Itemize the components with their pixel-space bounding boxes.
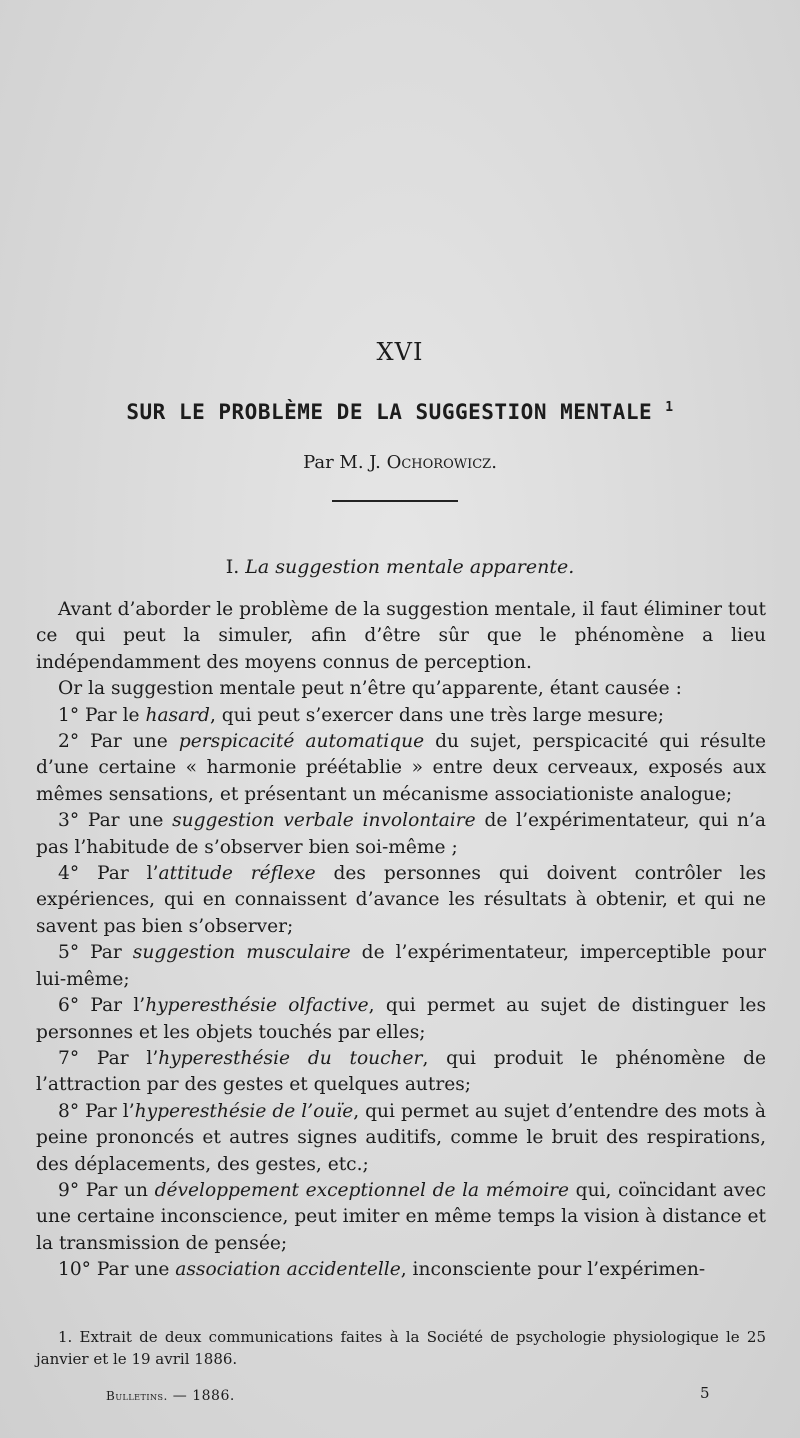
- author-name: Ochorowicz.: [386, 452, 497, 473]
- emphasis-text: développement exceptionnel de la mémoire: [154, 1179, 570, 1201]
- section-heading-text: La suggestion mentale apparente.: [245, 556, 575, 578]
- paragraph-text: 8° Par l’: [58, 1100, 135, 1122]
- body-text: [36, 597, 766, 1284]
- paragraph: [36, 1099, 766, 1178]
- article-title: [0, 400, 800, 424]
- emphasis-text: hyperesthésie du toucher: [158, 1047, 423, 1069]
- paragraph-text: de l’expérimentateur, imperceptible pour lui-même;: [36, 942, 766, 990]
- author-prefix: Par M. J.: [303, 452, 381, 473]
- paragraph: [36, 703, 766, 729]
- paragraph: [36, 993, 766, 1046]
- paragraph-text: 10° Par une: [58, 1259, 176, 1281]
- paragraph: [36, 1046, 766, 1099]
- section-heading: [0, 556, 800, 578]
- paragraph: [36, 940, 766, 993]
- emphasis-text: perspicacité automatique: [178, 731, 425, 753]
- footnote-text: 1. Extrait de deux communications faites à la Société de psychologie physiologique le 25 janvier et le 19 avril 1886.: [36, 1328, 766, 1368]
- paragraph-text: de l’expérimentateur, qui n’a pas l’habitude de s’observer bien soi-même ;: [36, 810, 767, 858]
- paragraph-text: , qui peut s’exercer dans une très large mesure;: [209, 704, 664, 726]
- paragraph-text: 5° Par: [58, 942, 133, 964]
- emphasis-text: attitude réflexe: [158, 863, 316, 885]
- footnote-ref: 1: [665, 400, 674, 415]
- footer-year: — 1886.: [172, 1388, 235, 1404]
- footer-journal: Bulletins.: [106, 1389, 168, 1403]
- author-line: [0, 452, 800, 473]
- emphasis-text: association accidentelle: [175, 1259, 401, 1281]
- emphasis-text: hyperesthésie de l’ouïe: [134, 1100, 354, 1122]
- paragraph-text: , qui permet au sujet d’entendre des mots à peine prononcés et autres signes auditifs, comme le bruit des respirations, des déplacements, des gestes, etc.;: [36, 1100, 766, 1175]
- chapter-number: XVI: [376, 338, 424, 366]
- signature-mark: 5: [700, 1384, 710, 1402]
- paragraph-text: 4° Par l’: [58, 863, 159, 885]
- emphasis-text: hyperesthésie olfactive: [145, 995, 369, 1017]
- emphasis-text: hasard: [145, 704, 210, 726]
- paragraph: [36, 597, 766, 676]
- paragraph-text: 1° Par le: [58, 704, 146, 726]
- paragraph: [36, 676, 766, 702]
- paragraph-text: 9° Par un: [58, 1179, 155, 1201]
- paragraph: [36, 729, 766, 808]
- paragraph-text: 7° Par l’: [58, 1047, 159, 1069]
- paragraph: [36, 1178, 766, 1257]
- paragraph-text: du sujet, perspicacité qui résulte d’une certaine « harmonie préétablie » entre deux cerveaux, exposés aux mêmes sensations, et présentant un mécanisme associationiste analogue;: [36, 731, 766, 805]
- paragraph: [36, 861, 766, 940]
- paragraph-text: , qui produit le phénomène de l’attraction par des gestes et quelques autres;: [36, 1047, 766, 1096]
- footnote: [36, 1326, 766, 1370]
- emphasis-text: suggestion musculaire: [132, 942, 351, 964]
- page-footer: [106, 1388, 235, 1404]
- paragraph: [36, 808, 766, 861]
- emphasis-text: suggestion verbale involontaire: [172, 810, 476, 832]
- paragraph-text: 2° Par une: [58, 731, 179, 753]
- paragraph-text: Or la suggestion mentale peut n’être qu’apparente, étant causée :: [58, 678, 682, 700]
- section-number: I.: [225, 556, 240, 578]
- paragraph-text: Avant d’aborder le problème de la suggestion mentale, il faut éliminer tout ce qui peut la simuler, afin d’être sûr que le phénomène a lieu indépendamment des moyens connus de perception.: [36, 599, 767, 673]
- paragraph-text: , inconsciente pour l’expérimen-: [400, 1259, 706, 1281]
- paragraph-text: 3° Par une: [58, 810, 173, 832]
- paragraph-text: qui, coïncidant avec une certaine inconscience, peut imiter en même temps la vision à distance et la transmission de pensée;: [36, 1179, 766, 1254]
- paragraph-text: des personnes qui doivent contrôler les expériences, qui en connaissent d’avance les résultats à obtenir, et qui ne savent pas bien s’observer;: [36, 863, 766, 937]
- paragraph-text: , qui permet au sujet de distinguer les personnes et les objets touchés par elles;: [36, 995, 766, 1043]
- paragraph: [36, 1257, 766, 1283]
- paragraph-text: 6° Par l’: [58, 995, 146, 1017]
- section-rule: [332, 500, 458, 502]
- article-title-text: SUR LE PROBLÈME DE LA SUGGESTION MENTALE: [126, 400, 653, 424]
